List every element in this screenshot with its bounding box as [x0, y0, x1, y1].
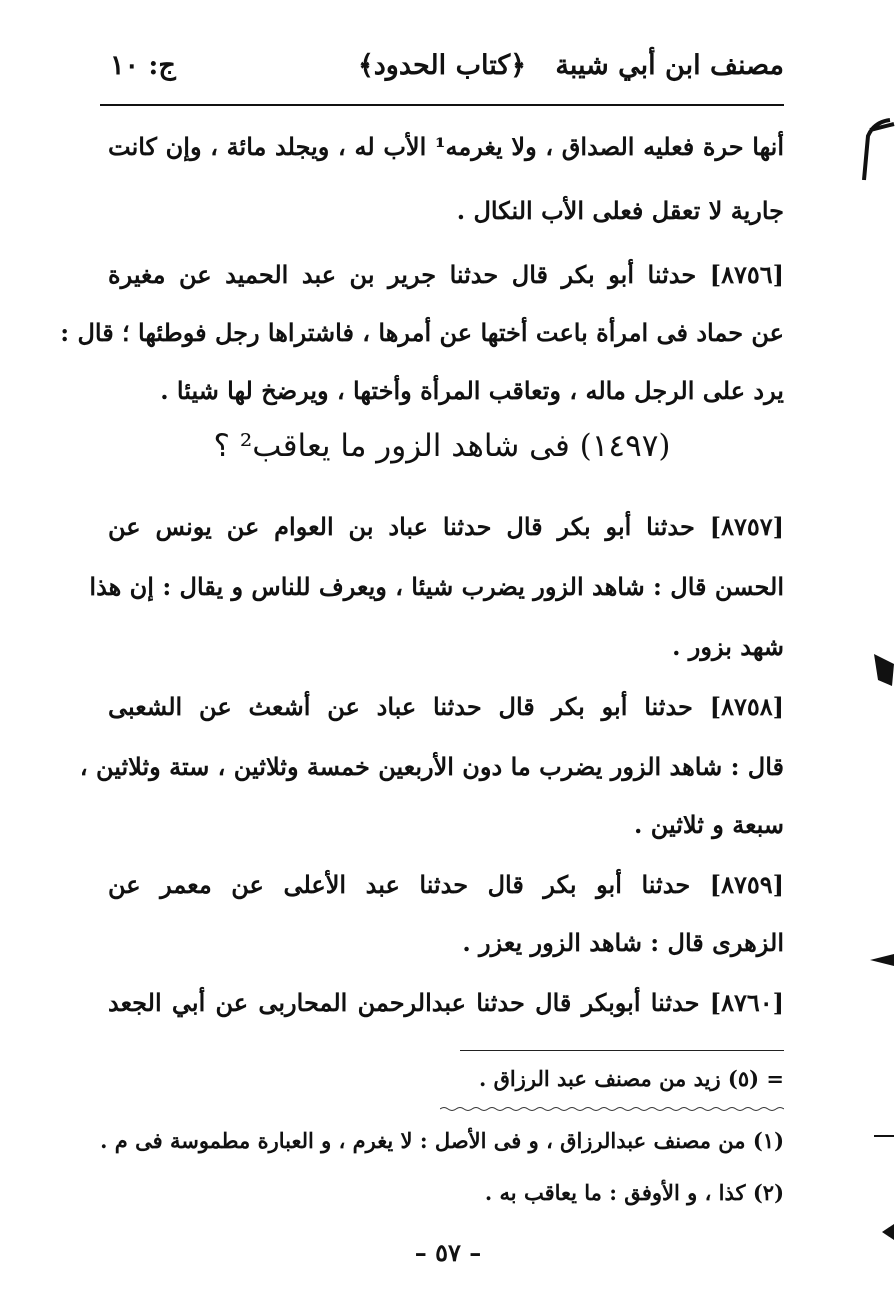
- scan-mark-icon: [872, 650, 896, 690]
- footnote-1: (١) من مصنف عبدالرزاق ، و فى الأصل : لا يغرم ، و العبارة مطموسة فى م .: [100, 1128, 784, 1153]
- page-header: [100, 50, 784, 110]
- hadith-8756-line: [٨٧٥٦] حدثنا أبو بكر قال حدثنا جرير بن عبد الحميد عن مغيرة: [108, 260, 784, 289]
- scan-mark-icon: [880, 1222, 896, 1242]
- hadith-8757-line: شهد بزور .: [672, 632, 784, 661]
- wavy-divider: [440, 1106, 784, 1112]
- hadith-8757-line: الحسن قال : شاهد الزور يضرب شيئا ، ويعرف للناس و يقال : إن هذا: [89, 572, 784, 601]
- hadith-8758-line: قال : شاهد الزور يضرب ما دون الأربعين خمسة وثلاثين ، ستة وثلاثين ،: [79, 752, 784, 781]
- text-line: جارية لا تعقل فعلى الأب النكال .: [456, 196, 784, 225]
- hadith-8759-line: الزهرى قال : شاهد الزور يعزر .: [462, 928, 784, 957]
- hadith-8756-line: عن حماد فى امرأة باعت أختها عن أمرها ، فاشتراها رجل فوطئها ؛ قال :: [60, 318, 784, 347]
- text-line: أنها حرة فعليه الصداق ، ولا يغرمه¹ الأب له ، ويجلد مائة ، وإن كانت: [108, 132, 784, 161]
- page-number: – ٥٧ –: [414, 1238, 482, 1267]
- chapter-title: ﴿كتاب الحدود﴾: [357, 50, 527, 81]
- scan-mark-icon: [872, 1130, 896, 1142]
- hadith-8758-line: [٨٧٥٨] حدثنا أبو بكر قال حدثنا عباد عن أشعث عن الشعبى: [108, 692, 784, 721]
- section-heading: (١٤٩٧) فى شاهد الزور ما يعاقب² ؟: [213, 428, 671, 464]
- volume-label: ج: ١٠: [110, 50, 176, 81]
- scan-mark-icon: [868, 950, 896, 970]
- footnote-2: (٢) كذا ، و الأوفق : ما يعاقب به .: [484, 1180, 784, 1205]
- hadith-8757-line: [٨٧٥٧] حدثنا أبو بكر قال حدثنا عباد بن العوام عن يونس عن: [108, 512, 784, 541]
- header-rule: [100, 104, 784, 106]
- hadith-8756-line: يرد على الرجل ماله ، وتعاقب المرأة وأختها ، ويرضخ لها شيئا .: [160, 376, 784, 405]
- hadith-8758-line: سبعة و ثلاثين .: [634, 810, 784, 839]
- footnote-5: = (٥) زيد من مصنف عبد الرزاق .: [479, 1066, 784, 1091]
- hadith-8759-line: [٨٧٥٩] حدثنا أبو بكر قال حدثنا عبد الأعلى عن معمر عن: [108, 870, 784, 899]
- footnote-rule: [460, 1050, 784, 1051]
- hadith-8760-line: [٨٧٦٠] حدثنا أبوبكر قال حدثنا عبدالرحمن المحاربى عن أبي الجعد: [108, 988, 784, 1017]
- scan-mark-icon: [860, 110, 896, 190]
- book-title: مصنف ابن أبي شيبة: [555, 50, 784, 81]
